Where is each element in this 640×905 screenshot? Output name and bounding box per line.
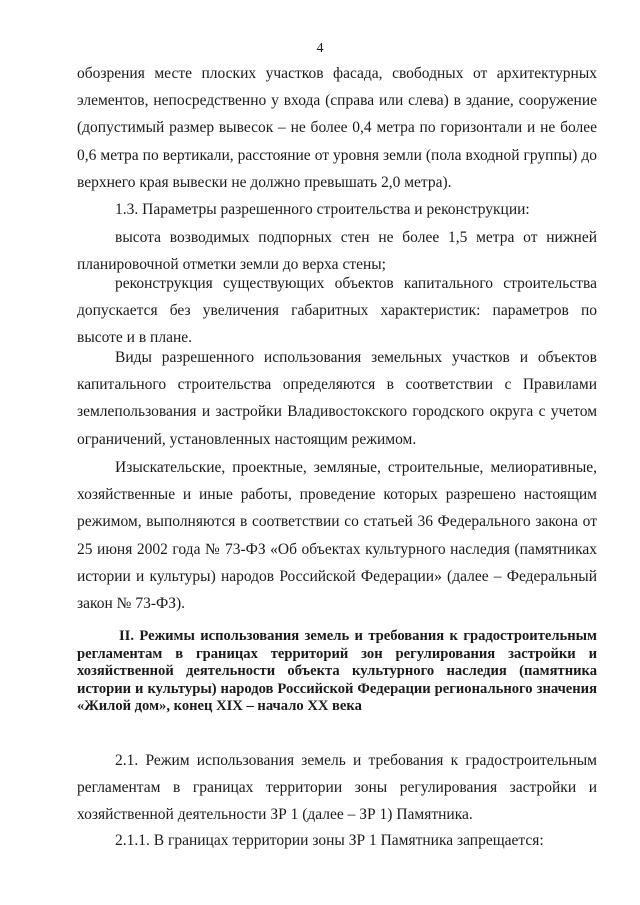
paragraph-construction-parameters-heading: 1.3. Параметры разрешенного строительства и реконструкции: [115,201,530,218]
paragraph-permitted-use: Виды разрешенного использования земельных участков и объектов капитального строительства определяются в соответствии с Правилами землепользования и застройки Владивостокского городского округа с учетом ограничений, установленных настоящим режимом. [77,349,597,448]
paragraph-survey-works: Изыскательские, проектные, земляные, строительные, мелиоративные, хозяйственные и иные работы, проведение которых разрешено настоящим режимом, выполняются в соответствии со статьей 36 Федерального закона от 25 июня 2002 года № 73-ФЗ «Об объектах культурного наследия (памятниках истории и культуры) народов Российской Федерации» (далее – Федеральный закон № 73-ФЗ). [77,459,597,613]
paragraph-retaining-walls: высота возводимых подпорных стен не более 1,5 метра от нижней планировочной отметки земли до верха стены; [77,229,597,274]
paragraph-signage-continuation: обозрения месте плоских участков фасада, свободных от архитектурных элементов, непосредственно у входа (справа или слева) в здание, сооружение (допустимый размер вывесок – не более 0,4 метра по горизонтали и не более 0,6 метра по вертикали, расстояние от уровня земли (пола входной группы) до верхнего края вывески не должно превышать 2,0 метра). [77,65,597,191]
page-number: 4 [316,41,324,56]
paragraph-zr1-regime: 2.1. Режим использования земель и требования к градостроительным регламентам в границах территории зоны регулирования застройки и хозяйственной деятельности ЗР 1 (далее – ЗР 1) Памятника. [77,752,597,824]
paragraph-zr1-prohibited: 2.1.1. В границах территории зоны ЗР 1 Памятника запрещается: [115,832,544,849]
paragraph-reconstruction: реконструкция существующих объектов капитального строительства допускается без увеличения габаритных характеристик: параметров по высоте и в плане. [77,275,597,347]
section-heading-ii: II. Режимы использования земель и требования к градостроительным регламентам в границах территорий зон регулирования застройки и хозяйственной деятельности объекта культурного наследия (памятника истории и культуры) народов Российской Федерации регионального значения «Жилой дом», конец XIX – начало XX века [77,628,597,715]
